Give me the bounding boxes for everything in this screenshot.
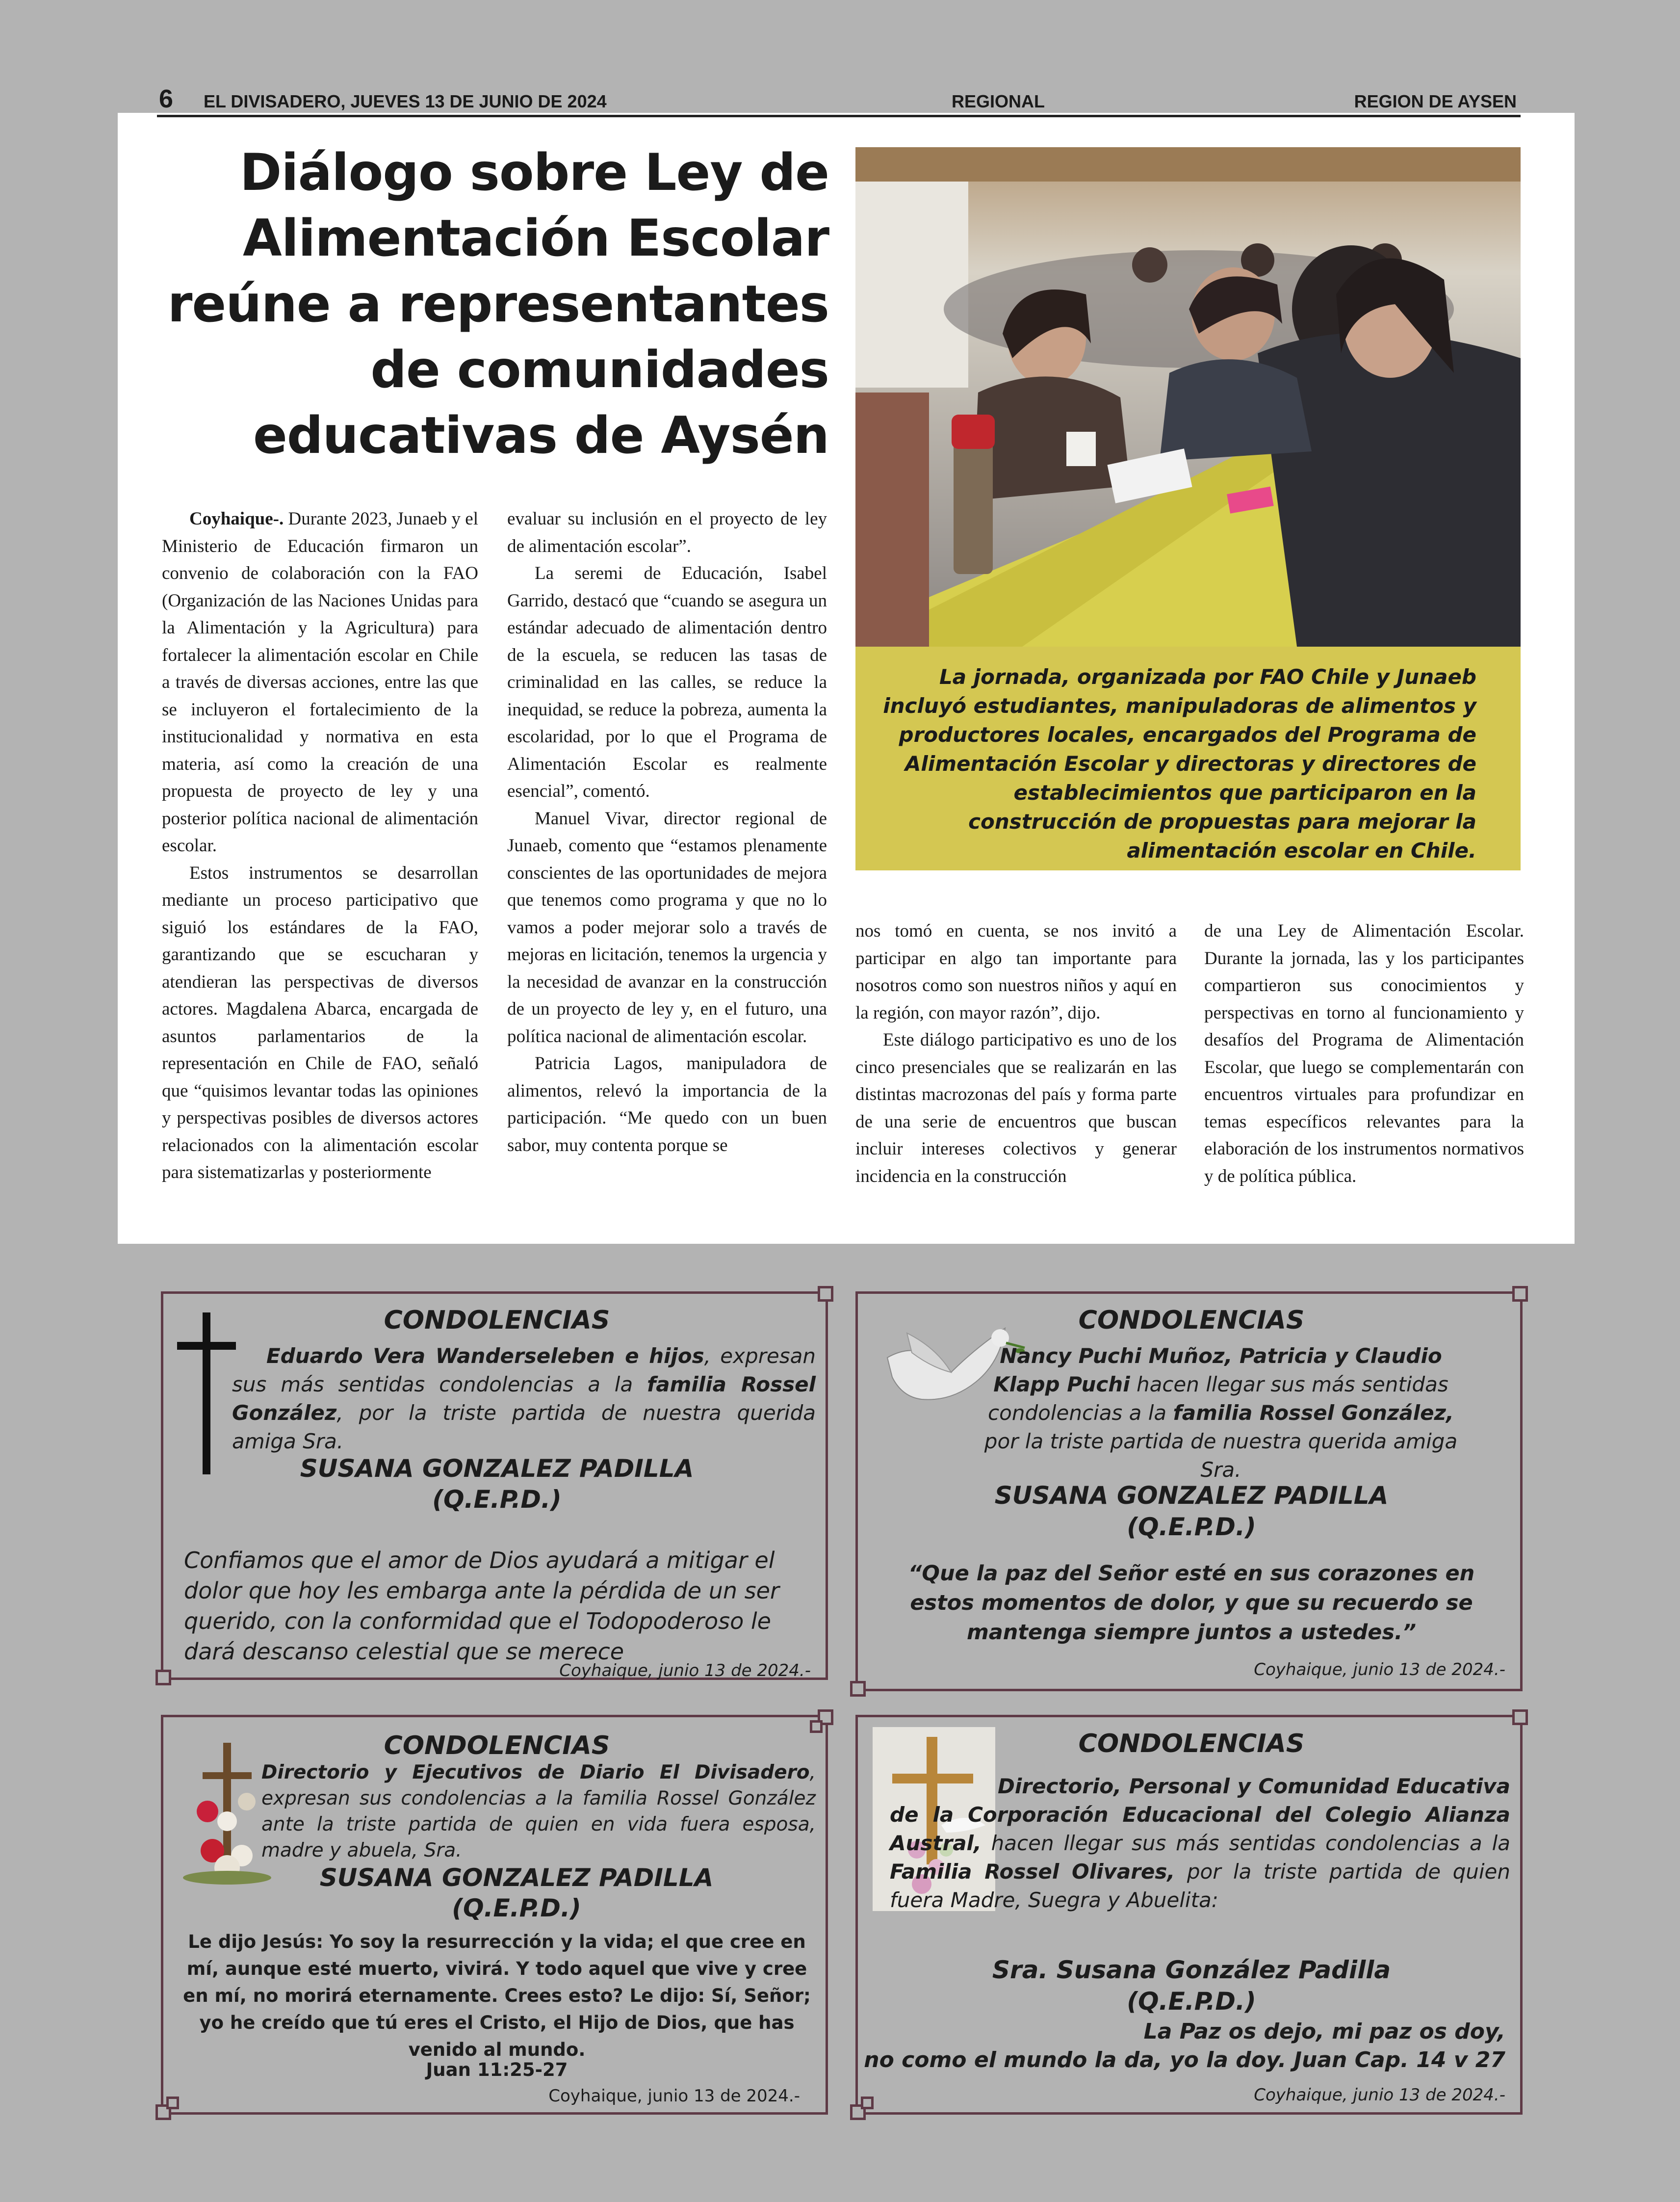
article-paragraph: Estos instrumentos se desarrollan mediante un proceso participativo que siguió los estándares de la FAO, garantizando que se escucharan y atendieran las perspectivas de diversos actores. Magdalena Abarca, encargada de asuntos parlamentarios de la representación en Chile de FAO, señaló que “quisimos levantar todas las opiniones y perspectivas posibles de diversos actores relacionados con la alimentación escolar para sistematizarlas y posteriormente: [162, 863, 478, 1182]
rip-label: (Q.E.P.D.): [452, 1894, 581, 1922]
condolence-notice: [161, 1291, 828, 1680]
region-name: REGION DE AYSEN: [1354, 91, 1517, 111]
frame-corner: [1512, 1286, 1528, 1302]
deceased-name: SUSANA GONZALEZ PADILLA: [994, 1481, 1389, 1510]
article-paragraph: evaluar su inclusión en el proyecto de ley de alimentación escolar”.: [507, 509, 827, 556]
condolence-title: CONDOLENCIAS: [1078, 1729, 1305, 1758]
section-name: REGIONAL: [952, 91, 1045, 111]
article-column-1: [162, 505, 478, 1236]
rip-label: (Q.E.P.D.): [432, 1485, 562, 1514]
condolence-family: familia Rossel González,: [1173, 1401, 1454, 1425]
article-paragraph: de una Ley de Alimentación Escolar. Durante la jornada, las y los participantes compartieron sus conocimientos y perspectivas en torno al funcionamiento y desafíos del Programa de Alimentación Escolar, que luego se complementarán con encuentros virtuales para profundizar en temas específicos relevantes para la elaboración de los instrumentos normativos y de política pública.: [1204, 921, 1524, 1186]
condolence-sender: Nancy Puchi Muñoz, Patricia y Claudio Klapp Puchi: [993, 1344, 1442, 1396]
condolence-family: familia Rossel González: [232, 1372, 816, 1425]
condolence-text-part: , expresan sus más sentidas condolencias a la: [232, 1344, 816, 1396]
frame-corner: [850, 1681, 866, 1697]
condolence-sender: Eduardo Vera Wanderseleben e hijos: [266, 1344, 704, 1368]
condolence-text: [232, 1342, 816, 1456]
headline-line: de comunidades: [370, 341, 829, 399]
article-photo: [855, 147, 1521, 647]
headline-line: Diálogo sobre Ley de: [239, 143, 829, 202]
article-column-4: [1204, 918, 1524, 1241]
place-date: Coyhaique, junio 13 de 2024.-: [559, 1661, 811, 1680]
condolence-message: La Paz os dejo, mi paz os doy,: [1143, 2019, 1505, 2044]
article-dateline: Coyhaique-.: [189, 509, 284, 529]
condolence-message: no como el mundo la da, yo la doy. Juan Cap. 14 v 27: [864, 2047, 1505, 2072]
condolence-text: [261, 1759, 816, 1863]
deceased-name: SUSANA GONZALEZ PADILLA: [300, 1454, 694, 1483]
condolence-text-part: por la triste partida de nuestra querida amiga Sra.: [984, 1429, 1458, 1482]
condolence-title: CONDOLENCIAS: [384, 1306, 610, 1335]
condolence-title: CONDOLENCIAS: [384, 1731, 610, 1760]
rip-label: (Q.E.P.D.): [1127, 1987, 1256, 2016]
frame-corner: [818, 1286, 833, 1302]
headline-line: Alimentación Escolar: [243, 209, 829, 268]
deceased-name: SUSANA GONZALEZ PADILLA: [319, 1863, 714, 1892]
article-paragraph: nos tomó en cuenta, se nos invitó a participar en algo tan importante para nosotros como son nuestros niños y aquí en la región, con mayor razón”, dijo.: [855, 921, 1177, 1023]
condolence-title: CONDOLENCIAS: [1078, 1306, 1305, 1335]
bible-verse: Juan 11:25-27: [426, 2059, 568, 2080]
place-date: Coyhaique, junio 13 de 2024.-: [1254, 2085, 1505, 2105]
condolence-message: Le dijo Jesús: Yo soy la resurrección y la vida; el que cree en mí, aunque esté muerto, vivirá. Y todo aquel que vive y cree en mí, no morirá eternamente. Crees esto? Le dijo: Sí, Señor; yo he creído que tú eres el Cristo, el Hijo de Dios, que has venido al mundo.: [183, 1931, 811, 2060]
article-paragraph: Patricia Lagos, manipuladora de alimentos, relevó la importancia de la participación. “Me quedo con un buen sabor, muy contenta porque se: [507, 1053, 827, 1155]
page-number: 6: [159, 85, 173, 113]
article-paragraph: Este diálogo participativo es uno de los cinco presenciales que se realizarán en las distintas macrozonas del país y forma parte de una serie de encuentros que buscan incluir intereses colectivos y generar incidencia en la construcción: [855, 1030, 1177, 1186]
frame-corner: [155, 1670, 171, 1685]
condolence-sender: Directorio, Personal y Comunidad Educativa de la Corporación Educacional del Colegio Alianza Austral,: [890, 1774, 1510, 1855]
frame-corner: [861, 2097, 874, 2109]
condolence-text-part: , por la triste partida de nuestra querida amiga Sra.: [232, 1401, 816, 1453]
condolence-notice: [855, 1291, 1523, 1691]
article-column-2: [507, 505, 827, 1236]
condolence-text: [890, 1772, 1510, 1914]
condolence-text-part: hacen llegar sus más sentidas condolencias a la: [981, 1831, 1510, 1855]
place-date: Coyhaique, junio 13 de 2024.-: [548, 2086, 800, 2106]
article-paragraph: Durante 2023, Junaeb y el Ministerio de Educación firmaron un convenio de colaboración con la FAO (Organización de las Naciones Unidas para la Alimentación y la Agricultura) para fortalecer la alimentación escolar en Chile a través de diversas acciones, entre las que se incluyeron el fortalecimiento de la institucionalidad y normativa en esta materia, así como la creación de una propuesta de proyecto de ley y una posterior política nacional de alimentación escolar.: [162, 509, 478, 856]
frame-corner: [166, 2097, 179, 2109]
paper-date: EL DIVISADERO, JUEVES 13 DE JUNIO DE 2024: [204, 91, 607, 111]
article-paragraph: Manuel Vivar, director regional de Junaeb, comento que “estamos plenamente conscientes de las oportunidades de mejora que tenemos como programa y que no lo vamos a poder mejorar solo a través de mejoras en licitación, tenemos la urgencia y la necesidad de avanzar en la construcción de un proyecto de ley y, en el futuro, una política nacional de alimentación escolar.: [507, 808, 827, 1047]
condolence-notice: [161, 1715, 828, 2115]
article-paragraph: La seremi de Educación, Isabel Garrido, destacó que “cuando se asegura un estándar adecuado de alimentación dentro de la escuela, se reducen las tasas de criminalidad en las calles, se reduce la inequidad, se reduce la pobreza, aumenta la escolaridad, por lo que el Programa de Alimentación Escolar es realmente esencial”, comentó.: [507, 563, 827, 801]
page-header: [157, 84, 1521, 117]
condolence-text-part: , expresan sus condolencias a la familia Rossel González ante la triste partida de quien en vida fuera esposa, madre y abuela, Sra.: [261, 1761, 816, 1861]
place-date: Coyhaique, junio 13 de 2024.-: [1254, 1660, 1505, 1679]
condolence-sender: Directorio y Ejecutivos de Diario El Divisadero: [261, 1761, 810, 1783]
condolence-family: Familia Rossel Olivares,: [890, 1860, 1175, 1884]
condolence-text: [976, 1342, 1466, 1484]
deceased-name: Sra. Susana González Padilla: [992, 1956, 1391, 1984]
headline-line: reúne a representantes: [167, 275, 829, 334]
condolence-notice: [855, 1715, 1523, 2115]
frame-corner: [1512, 1709, 1528, 1725]
photo-caption: La jornada, organizada por FAO Chile y Junaeb incluyó estudiantes, manipuladoras de alimentos y productores locales, encargados del Programa de Alimentación Escolar y directoras y directores de establecimientos que participaron en la construcción de propuestas para mejorar la alimentación escolar en Chile.: [855, 647, 1521, 870]
condolence-message: Confiamos que el amor de Dios ayudará a mitigar el dolor que hoy les embarga ante la pérdida de un ser querido, con la conformidad que el Todopoderoso le dará descanso celestial que se merece: [184, 1547, 779, 1665]
condolence-text-part: hacen llegar sus más sentidas condolencias a la: [988, 1372, 1448, 1425]
cross-icon: [177, 1312, 236, 1474]
condolence-message: “Que la paz del Señor esté en sus corazones en estos momentos de dolor, y que su recuerdo se mantenga siempre juntos a ustedes.”: [908, 1561, 1475, 1645]
condolence-text-part: por la triste partida de quien fuera Madre, Suegra y Abuelita:: [890, 1860, 1510, 1912]
rip-label: (Q.E.P.D.): [1127, 1513, 1256, 1541]
headline-line: educativas de Aysén: [253, 406, 829, 465]
article-headline: [147, 140, 829, 469]
article-column-3: [855, 918, 1177, 1241]
